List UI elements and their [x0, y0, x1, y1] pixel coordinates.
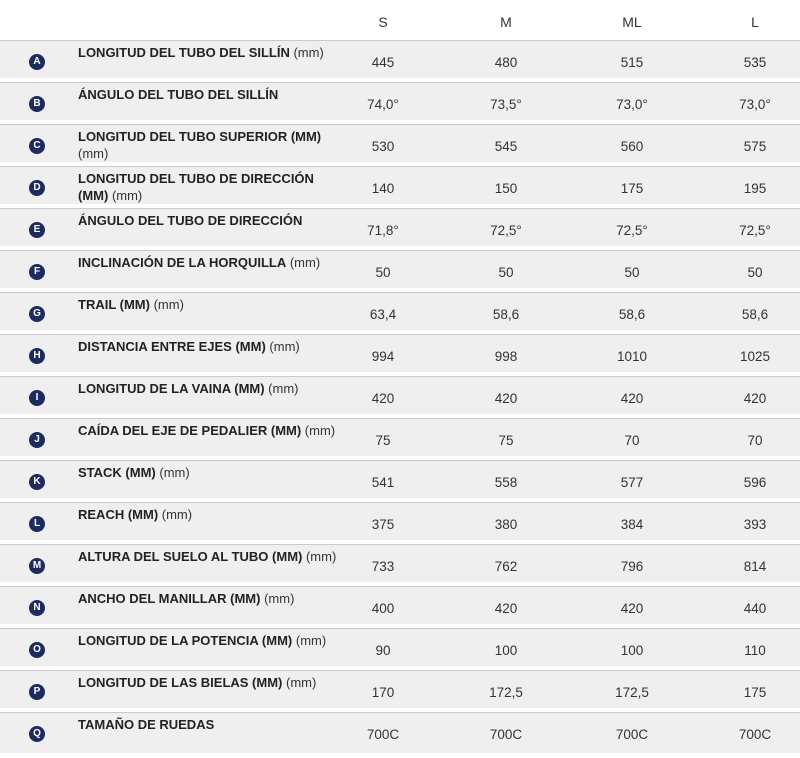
- table-row: [0, 460, 800, 498]
- cell-value: 700C: [366, 727, 400, 742]
- cell-value: 75: [375, 433, 391, 448]
- cell-value: 596: [743, 475, 767, 490]
- row-label-unit: (mm): [289, 45, 324, 60]
- cell-value: 558: [494, 475, 518, 490]
- cell-value: 541: [371, 475, 395, 490]
- cell-value: 72,5°: [616, 223, 648, 238]
- cell-value: 1025: [739, 349, 771, 364]
- row-letter-badge: N: [29, 600, 45, 616]
- table-row: [0, 166, 800, 204]
- cell-value: 480: [494, 55, 518, 70]
- cell-value: 172,5: [489, 685, 523, 700]
- row-label: [78, 548, 338, 565]
- cell-value: 420: [620, 601, 644, 616]
- row-label: [78, 44, 338, 61]
- row-letter-badge: P: [29, 684, 45, 700]
- cell-value: 140: [371, 181, 395, 196]
- cell-value: 170: [371, 685, 395, 700]
- cell-value: 515: [620, 55, 644, 70]
- row-letter-badge: E: [29, 222, 45, 238]
- cell-value: 380: [494, 517, 518, 532]
- row-label-unit: (mm): [282, 675, 317, 690]
- cell-value: 796: [620, 559, 644, 574]
- cell-value: 420: [620, 391, 644, 406]
- cell-value: 384: [620, 517, 644, 532]
- row-label: [78, 380, 338, 397]
- cell-value: 110: [744, 643, 766, 658]
- cell-value: 72,5°: [490, 223, 522, 238]
- cell-value: 195: [743, 181, 767, 196]
- cell-value: 70: [624, 433, 640, 448]
- row-label-text: STACK (MM): [78, 465, 156, 480]
- row-label-text: ÁNGULO DEL TUBO DEL SILLÍN: [78, 87, 279, 102]
- row-label-text: LONGITUD DEL TUBO SUPERIOR (MM): [78, 129, 322, 144]
- row-letter-badge: O: [29, 642, 45, 658]
- table-row: [0, 124, 800, 162]
- row-label-unit: (mm): [302, 549, 337, 564]
- table-row: [0, 292, 800, 330]
- table-row: [0, 208, 800, 246]
- row-label: [78, 632, 338, 649]
- table-row: [0, 628, 800, 666]
- table-row: [0, 502, 800, 540]
- row-letter-badge: B: [29, 96, 45, 112]
- table-row: [0, 250, 800, 288]
- row-label-unit: (mm): [108, 188, 143, 203]
- cell-value: 70: [747, 433, 763, 448]
- row-label: [78, 296, 338, 313]
- row-label-unit: (mm): [286, 255, 321, 270]
- row-label-unit: (mm): [260, 591, 295, 606]
- cell-value: 58,6: [492, 307, 520, 322]
- cell-value: 50: [375, 265, 391, 280]
- cell-value: 393: [743, 517, 767, 532]
- cell-value: 50: [747, 265, 763, 280]
- row-letter-badge: F: [29, 264, 45, 280]
- table-row: [0, 712, 800, 753]
- row-label-unit: (mm): [265, 339, 300, 354]
- cell-value: 75: [498, 433, 514, 448]
- row-label-text: LONGITUD DEL TUBO DE DIRECCIÓN (MM): [78, 171, 314, 203]
- row-label-unit: (mm): [78, 146, 109, 161]
- cell-value: 420: [494, 601, 518, 616]
- cell-value: 172,5: [615, 685, 649, 700]
- row-letter-badge: G: [29, 306, 45, 322]
- row-letter-badge: M: [29, 558, 45, 574]
- row-label-text: TRAIL (MM): [78, 297, 150, 312]
- row-label-text: ÁNGULO DEL TUBO DE DIRECCIÓN: [78, 213, 303, 228]
- cell-value: 814: [743, 559, 767, 574]
- cell-value: 73,0°: [739, 97, 771, 112]
- cell-value: 58,6: [618, 307, 646, 322]
- table-row: [0, 82, 800, 120]
- cell-value: 100: [494, 643, 518, 658]
- cell-value: 700C: [489, 727, 523, 742]
- cell-value: 1010: [616, 349, 648, 364]
- row-label-unit: (mm): [301, 423, 336, 438]
- row-label: [78, 716, 338, 733]
- row-label: [78, 86, 338, 103]
- table-header: [0, 0, 800, 40]
- cell-value: 58,6: [741, 307, 769, 322]
- cell-value: 74,0°: [367, 97, 399, 112]
- cell-value: 100: [620, 643, 644, 658]
- cell-value: 420: [371, 391, 395, 406]
- row-label: [78, 212, 338, 229]
- cell-value: 71,8°: [367, 223, 399, 238]
- row-label-unit: (mm): [149, 297, 184, 312]
- cell-value: 998: [494, 349, 518, 364]
- cell-value: 440: [743, 601, 767, 616]
- table-row: [0, 586, 800, 624]
- row-label-unit: (mm): [292, 633, 327, 648]
- row-label-text: LONGITUD DE LA VAINA (MM): [78, 381, 265, 396]
- size-header-s: S: [378, 14, 388, 30]
- row-letter-badge: J: [29, 432, 45, 448]
- cell-value: 400: [371, 601, 395, 616]
- cell-value: 175: [620, 181, 644, 196]
- row-label-text: DISTANCIA ENTRE EJES (MM): [78, 339, 266, 354]
- table-row: [0, 418, 800, 456]
- row-letter-badge: K: [29, 474, 45, 490]
- cell-value: 72,5°: [739, 223, 771, 238]
- table-row: [0, 670, 800, 708]
- cell-value: 175: [743, 685, 767, 700]
- cell-value: 90: [375, 643, 391, 658]
- row-label-text: INCLINACIÓN DE LA HORQUILLA: [78, 255, 287, 270]
- row-label: [78, 590, 338, 607]
- cell-value: 733: [371, 559, 395, 574]
- size-header-ml: ML: [622, 14, 642, 30]
- table-row: [0, 334, 800, 372]
- row-letter-badge: C: [29, 138, 45, 154]
- row-label-unit: (mm): [264, 381, 299, 396]
- row-label-unit: (mm): [158, 507, 193, 522]
- row-letter-badge: Q: [29, 726, 45, 742]
- row-label-text: LONGITUD DEL TUBO DEL SILLÍN: [78, 45, 290, 60]
- cell-value: 545: [494, 139, 518, 154]
- cell-value: 535: [743, 55, 767, 70]
- row-letter-badge: A: [29, 54, 45, 70]
- cell-value: 150: [494, 181, 518, 196]
- table-row: [0, 544, 800, 582]
- row-label-text: LONGITUD DE LA POTENCIA (MM): [78, 633, 293, 648]
- cell-value: 530: [371, 139, 395, 154]
- cell-value: 994: [371, 349, 395, 364]
- row-label: [78, 170, 338, 204]
- row-label-text: TAMAÑO DE RUEDAS: [78, 717, 215, 732]
- row-label-text: ANCHO DEL MANILLAR (MM): [78, 591, 261, 606]
- cell-value: 420: [494, 391, 518, 406]
- cell-value: 700C: [615, 727, 649, 742]
- row-letter-badge: D: [29, 180, 45, 196]
- cell-value: 762: [494, 559, 518, 574]
- cell-value: 375: [371, 517, 395, 532]
- cell-value: 50: [498, 265, 514, 280]
- cell-value: 73,0°: [616, 97, 648, 112]
- row-label-unit: (mm): [155, 465, 190, 480]
- row-label: [78, 674, 338, 691]
- row-label: [78, 254, 338, 271]
- cell-value: 700C: [738, 727, 772, 742]
- table-row: [0, 40, 800, 78]
- row-label: [78, 464, 338, 481]
- cell-value: 420: [743, 391, 767, 406]
- cell-value: 560: [620, 139, 644, 154]
- cell-value: 63,4: [369, 307, 397, 322]
- row-letter-badge: L: [29, 516, 45, 532]
- table-row: [0, 376, 800, 414]
- row-label-text: CAÍDA DEL EJE DE PEDALIER (MM): [78, 423, 302, 438]
- row-letter-badge: I: [29, 390, 45, 406]
- cell-value: 73,5°: [490, 97, 522, 112]
- size-header-m: M: [500, 14, 512, 30]
- row-letter-badge: H: [29, 348, 45, 364]
- cell-value: 50: [624, 265, 640, 280]
- row-label: [78, 128, 338, 162]
- row-label-text: ALTURA DEL SUELO AL TUBO (MM): [78, 549, 303, 564]
- row-label: [78, 506, 338, 523]
- row-label-text: REACH (MM): [78, 507, 159, 522]
- row-label: [78, 422, 338, 439]
- row-label-text: LONGITUD DE LAS BIELAS (MM): [78, 675, 283, 690]
- cell-value: 575: [743, 139, 767, 154]
- size-header-l: L: [751, 14, 759, 30]
- cell-value: 577: [620, 475, 644, 490]
- row-label: [78, 338, 338, 355]
- cell-value: 445: [371, 55, 395, 70]
